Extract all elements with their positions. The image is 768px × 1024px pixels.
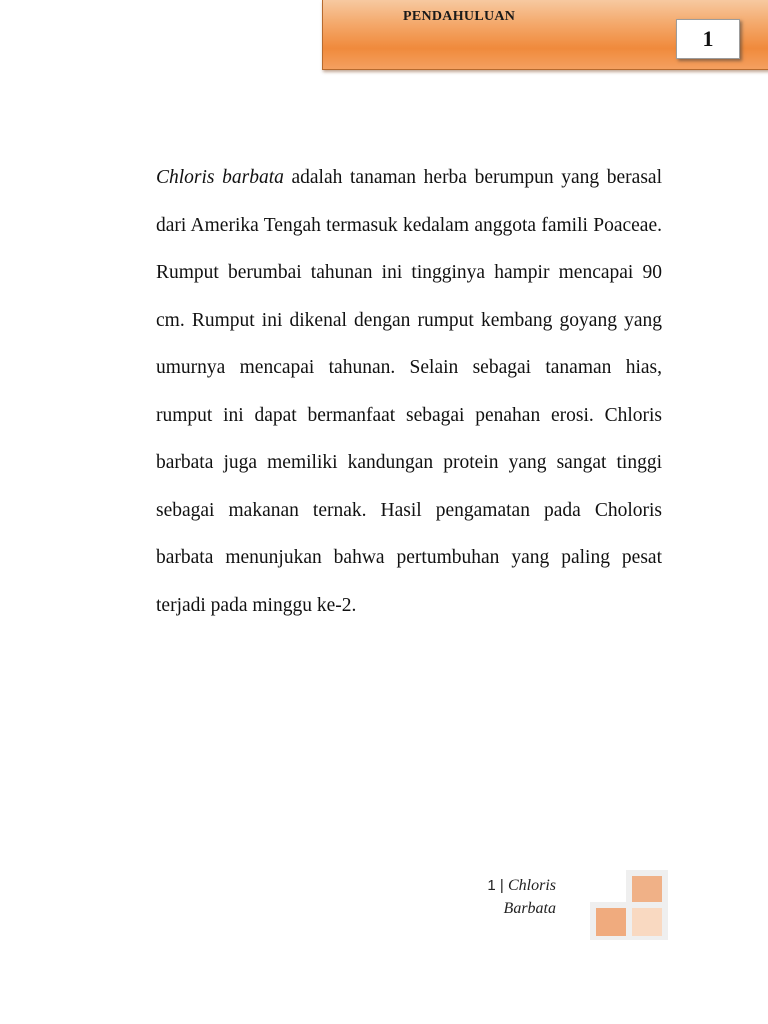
deco-square-bottom-left xyxy=(596,908,626,936)
species-name: Chloris barbata xyxy=(156,167,284,188)
footer-separator: | xyxy=(495,877,508,894)
footer-page-number: 1 xyxy=(487,877,496,894)
paragraph-text: adalah tanaman herba berumpun yang berasal dari Amerika Tengah termasuk kedalam anggota famili Poaceae. Rumput berumbai tahunan ini tingginya hampir mencapai 90 cm. Rumput ini dikenal dengan rumput kembang goyang yang umurnya mencapai tahunan. Selain sebagai tanaman hias, rumput ini dapat bermanfaat sebagai penahan erosi. Chloris barbata juga memiliki kandungan protein yang sangat tinggi sebagai makanan ternak. Hasil pengamatan pada Choloris barbata menunjukan bahwa pertumbuhan yang paling pesat terjadi pada minggu ke-2. xyxy=(156,167,662,616)
footer-decoration xyxy=(590,870,668,940)
intro-paragraph xyxy=(156,154,662,629)
chapter-number: 1 xyxy=(702,26,714,51)
chapter-header-banner xyxy=(322,0,768,70)
chapter-number-box xyxy=(676,19,740,59)
footer-title-line2: Barbata xyxy=(503,900,556,917)
footer-title-line1: Chloris xyxy=(507,877,556,894)
deco-square-bottom-right xyxy=(632,908,662,936)
deco-square-top-fill xyxy=(632,876,662,902)
page-footer xyxy=(440,874,556,920)
chapter-title: PENDAHULUAN xyxy=(403,9,516,24)
